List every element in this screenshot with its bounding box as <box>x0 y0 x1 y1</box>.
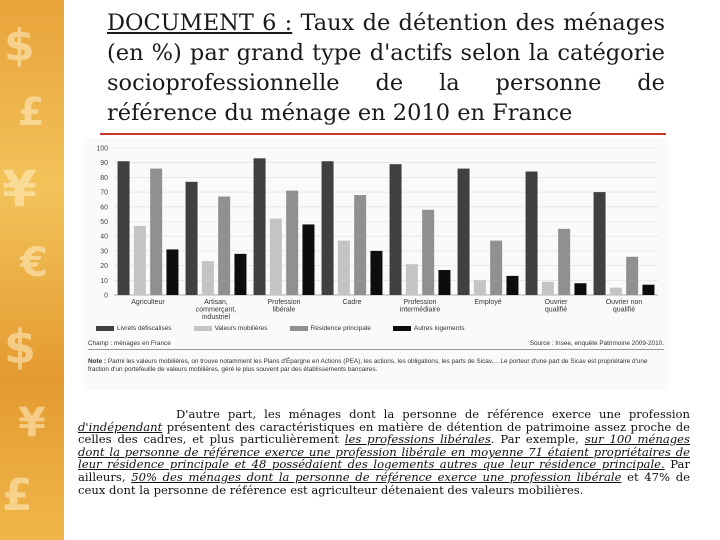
bar <box>322 161 334 295</box>
y-tick-label: 100 <box>96 145 108 153</box>
bar <box>474 280 486 295</box>
bar <box>490 241 502 295</box>
x-tick-label: intermédiaire <box>399 306 441 314</box>
paragraph-text: D'autre part, les ménages dont la personne de référence exerce une profession <box>176 407 690 421</box>
chart-field: Champ : ménages en France <box>88 340 171 347</box>
paragraph-emph: 50% des ménages dont la personne de référence exerce une profession libérale <box>131 469 622 484</box>
x-tick-label: qualifié <box>612 306 636 314</box>
bar <box>218 197 230 295</box>
bar <box>150 169 162 295</box>
document-title <box>107 8 665 128</box>
y-tick-label: 60 <box>100 204 108 212</box>
bar <box>118 161 130 295</box>
x-tick-label: Cadre <box>342 299 362 306</box>
legend-swatch <box>290 326 308 331</box>
bar <box>166 249 178 295</box>
y-tick-label: 0 <box>104 292 108 300</box>
paragraph-emph: sur 100 ménages dont la personne de référence exerce une profession libérale en moyenne 71 étaient propriétaires de leur résidence principale et 48 possédaient des logements autres que leur résidence principale. <box>78 432 690 472</box>
x-tick-label: libérale <box>272 306 296 314</box>
bar <box>558 229 570 295</box>
chart-legend <box>96 325 464 332</box>
x-tick-label: Artisan, <box>204 299 228 306</box>
legend-item <box>290 325 371 332</box>
document-number: DOCUMENT 6 : <box>107 10 293 36</box>
note-label: Note : <box>88 358 107 365</box>
bar <box>254 158 266 295</box>
paragraph-emph: les professions libérales <box>344 432 491 447</box>
title-text: Taux de détention des ménages (en %) par grand type d'actifs selon la catégorie socioprofessionnelle de la personne de référence du ménage en 2010 en France <box>107 10 665 126</box>
legend-swatch <box>393 326 411 331</box>
x-tick-label: commerçant, <box>195 306 237 314</box>
bar <box>438 270 450 295</box>
legend-item <box>194 325 268 332</box>
bar <box>134 226 146 295</box>
y-tick-label: 50 <box>100 219 108 226</box>
bar <box>354 195 366 295</box>
bar <box>370 251 382 295</box>
bar <box>406 264 418 295</box>
note-text: Parmi les valeurs mobilières, on trouve notamment les Plans d'Épargne en Actions (PEA), les actions, les obligations, les parts de Sicav,... Le porteur d'une part de Sicav est propriétaire d'une fraction d'un portefeuille de valeurs mobilières, géré le plus souvent par des établissements bancaires. <box>88 358 648 373</box>
legend-label: Valeurs mobilières <box>214 325 268 332</box>
y-tick-label: 40 <box>100 233 108 241</box>
bar-chart <box>84 138 668 328</box>
bar <box>186 182 198 295</box>
paragraph-emph: d'indépendant <box>78 419 163 434</box>
x-tick-label: Agriculteur <box>131 299 165 306</box>
bar <box>390 164 402 295</box>
y-tick-label: 70 <box>100 189 108 197</box>
chart-source: Source : Insee, enquête Patrimoine 2009-2010. <box>529 340 664 347</box>
y-tick-label: 30 <box>100 248 108 256</box>
bar <box>626 257 638 295</box>
bar <box>610 288 622 295</box>
legend-item <box>96 325 172 332</box>
paragraph-text: présentent des caractéristiques en matière de détention de patrimoine assez proche de celles des cadres, et plus particulièrement <box>78 419 690 447</box>
y-tick-label: 80 <box>100 174 108 182</box>
y-tick-label: 10 <box>100 277 108 285</box>
bar <box>526 172 538 295</box>
bar <box>286 191 298 295</box>
x-tick-label: Ouvrier non <box>605 299 643 306</box>
bar <box>270 219 282 295</box>
x-tick-label: Employé <box>474 299 502 306</box>
decorative-currency-band: $ £ ¥ € $ ¥ £ <box>0 0 64 540</box>
title-rule <box>100 133 666 135</box>
bar <box>642 285 654 295</box>
bar <box>506 276 518 295</box>
x-tick-label: Profession <box>403 299 437 306</box>
legend-label: Autres logements <box>413 325 465 332</box>
y-tick-label: 90 <box>100 160 108 168</box>
bar <box>458 169 470 295</box>
paragraph-text: Par ailleurs, <box>78 457 690 484</box>
x-tick-label: Profession <box>267 299 301 306</box>
legend-swatch <box>96 326 114 331</box>
bar <box>302 224 314 295</box>
bar <box>422 210 434 295</box>
bar <box>542 282 554 295</box>
legend-label: Résidence principale <box>310 325 371 332</box>
legend-swatch <box>194 326 212 331</box>
bar <box>202 261 214 295</box>
y-tick-label: 20 <box>100 263 108 271</box>
x-tick-label: industriel <box>201 314 231 321</box>
bar <box>234 254 246 295</box>
paragraph-text: . Par exemple, <box>490 432 585 447</box>
body-paragraph <box>78 408 690 496</box>
x-tick-label: qualifié <box>544 306 568 314</box>
x-tick-label: Ouvrier <box>544 299 568 306</box>
bar <box>574 283 586 295</box>
paragraph-text: et 47% de ceux dont la personne de référence est agriculteur détenaient des valeurs mobilières. <box>78 469 690 497</box>
bar <box>338 241 350 295</box>
chart-notes <box>88 340 664 374</box>
legend-item <box>393 325 465 332</box>
legend-label: Livrets défiscalisés <box>117 325 172 332</box>
bar <box>594 192 606 295</box>
